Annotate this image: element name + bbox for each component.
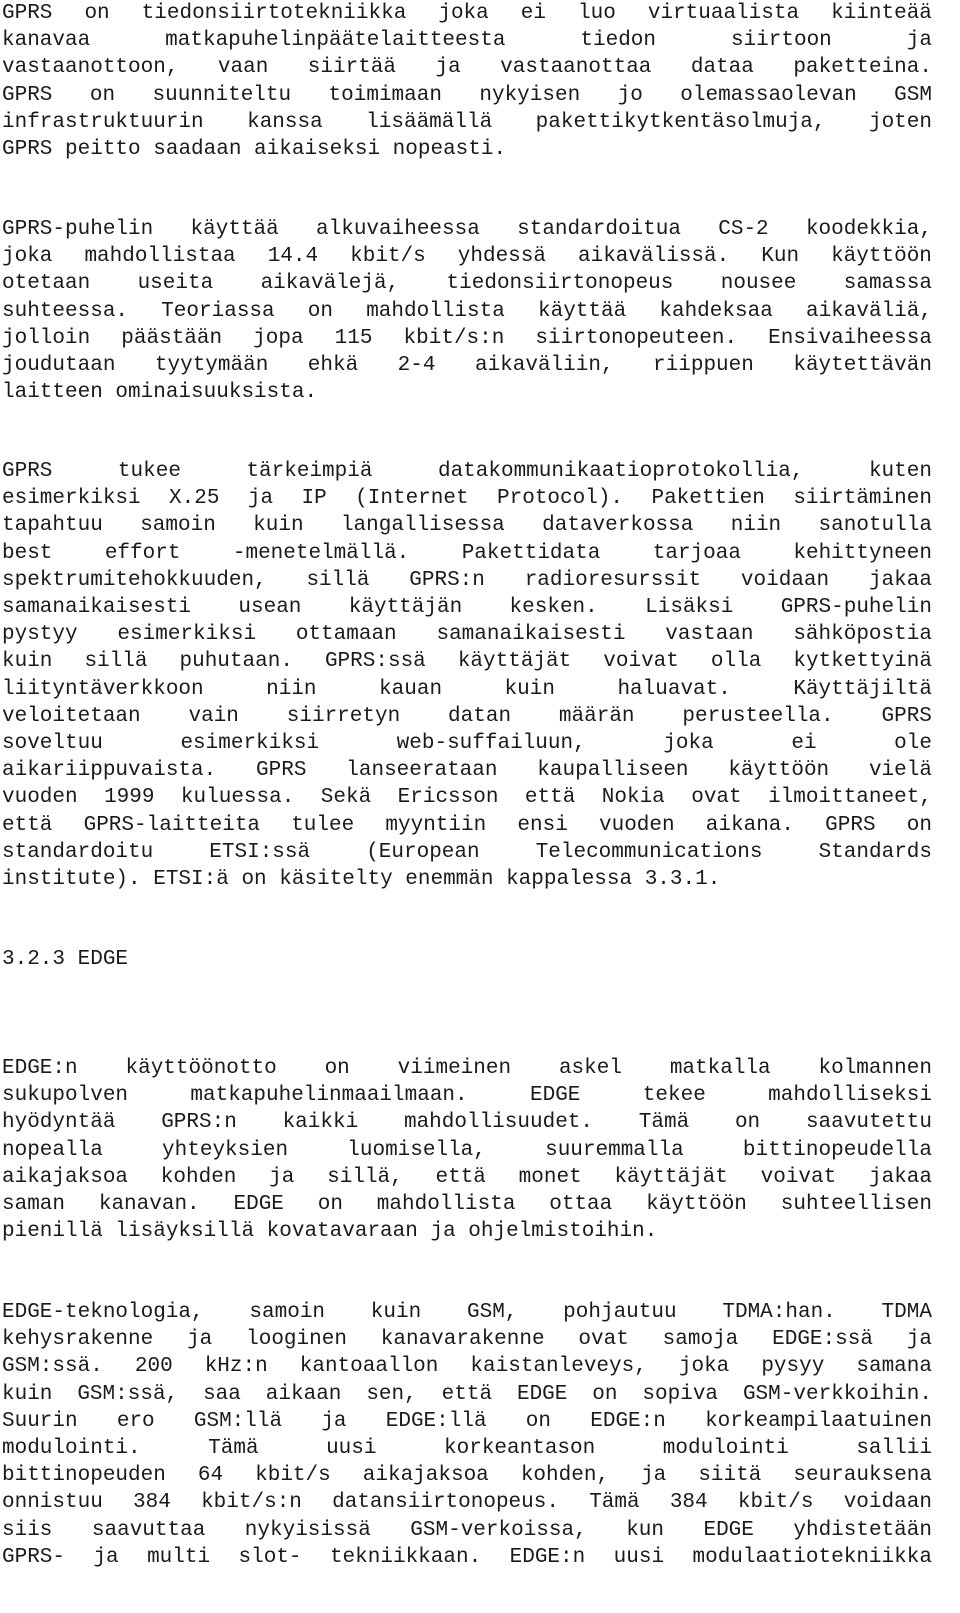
text-line: laitteen ominaisuuksista. — [2, 381, 318, 405]
text-line: onnistuu 384 kbit/s:n datansiirtonopeus. Tämä 384 kbit/s voidaan — [2, 1491, 932, 1515]
text-line: institute). ETSI:ä on käsitelty enemmän kappalessa 3.3.1. — [2, 868, 721, 891]
text-line: best effort -menetelmällä. Pakettidata tarjoaa kehittyneen — [2, 541, 932, 565]
text-line: Suurin ero GSM:llä ja EDGE:llä on EDGE:n korkeampilaatuinen — [2, 1409, 932, 1433]
text-line: modulointi. Tämä uusi korkeantason modulointi sallii — [2, 1437, 932, 1460]
text-line: joudutaan tyytymään ehkä 2-4 aikaväliin, riippuen käytettävän — [2, 354, 932, 377]
text-line: otetaan useita aikavälejä, tiedonsiirtonopeus nousee samassa — [2, 272, 932, 296]
text-line: sukupolven matkapuhelinmaailmaan. EDGE tekee mahdolliseksi — [2, 1084, 932, 1108]
text-line: bittinopeuden 64 kbit/s aikajaksoa kohden, ja siitä seurauksena — [2, 1464, 932, 1488]
text-line: pienillä lisäyksillä kovatavaraan ja ohjelmistoihin. — [2, 1220, 658, 1244]
text-line: GPRS tukee tärkeimpiä datakommunikaatioprotokollia, kuten — [2, 460, 932, 483]
text-line: jolloin päästään jopa 115 kbit/s:n siirtonopeuteen. Ensivaiheessa — [2, 326, 932, 350]
text-line: aikariippuvaista. GPRS lanseerataan kaupalliseen käyttöön vielä — [2, 759, 932, 783]
text-line: 3.2.3 EDGE — [2, 948, 129, 971]
text-line: GPRS- ja multi slot- tekniikkaan. EDGE:n uusi modulaatiotekniikka — [2, 1545, 932, 1569]
text-line: joka mahdollistaa 14.4 kbit/s yhdessä aikavälissä. Kun käyttöön — [2, 245, 932, 269]
text-line: infrastruktuurin kanssa lisäämällä pakettikytkentäsolmuja, joten — [2, 110, 932, 134]
text-line: liityntäverkkoon niin kauan kuin haluavat. Käyttäjiltä — [2, 677, 932, 701]
text-line: spektrumitehokkuuden, sillä GPRS:n radioresurssit voidaan jakaa — [2, 568, 932, 592]
text-line: pystyy esimerkiksi ottamaan samanaikaisesti vastaan sähköpostia — [2, 623, 932, 647]
text-line: GPRS on tiedonsiirtotekniikka joka ei luo virtuaalista kiinteää — [2, 2, 932, 25]
text-line: kuin sillä puhutaan. GPRS:ssä käyttäjät voivat olla kytkettyinä — [2, 650, 932, 674]
text-line: EDGE-teknologia, samoin kuin GSM, pohjautuu TDMA:han. TDMA — [2, 1301, 932, 1324]
text-line: kanavaa matkapuhelinpäätelaitteesta tiedon siirtoon ja — [2, 29, 932, 53]
text-line: siis saavuttaa nykyisissä GSM-verkoissa, kun EDGE yhdistetään — [2, 1518, 932, 1542]
text-line: GSM:ssä. 200 kHz:n kantoaallon kaistanleveys, joka pysyy samana — [2, 1355, 932, 1379]
text-line: vastaanottoon, vaan siirtää ja vastaanottaa dataa paketteina. — [2, 56, 932, 80]
text-line: veloitetaan vain siirretyn datan määrän perusteella. GPRS — [2, 704, 932, 728]
text-line: hyödyntää GPRS:n kaikki mahdollisuudet. Tämä on saavutettu — [2, 1111, 932, 1135]
text-line: esimerkiksi X.25 ja IP (Internet Protocol). Pakettien siirtäminen — [2, 487, 932, 511]
text-line: kuin GSM:ssä, saa aikaan sen, että EDGE on sopiva GSM-verkkoihin. — [2, 1382, 932, 1406]
text-line: GPRS peitto saadaan aikaiseksi nopeasti. — [2, 138, 507, 161]
text-line: EDGE:n käyttöönotto on viimeinen askel matkalla kolmannen — [2, 1057, 932, 1080]
text-line: suhteessa. Teoriassa on mahdollista käyttää kahdeksaa aikaväliä, — [2, 299, 932, 323]
text-line: GPRS on suunniteltu toimimaan nykyisen jo olemassaolevan GSM — [2, 83, 932, 107]
text-line: vuoden 1999 kuluessa. Sekä Ericsson että Nokia ovat ilmoittaneet, — [2, 786, 932, 810]
text-line: soveltuu esimerkiksi web-suffailuun, joka ei ole — [2, 732, 932, 755]
text-line: että GPRS-laitteita tulee myyntiin ensi vuoden aikana. GPRS on — [2, 813, 932, 837]
text-line: nopealla yhteyksien luomisella, suuremmalla bittinopeudella — [2, 1138, 932, 1162]
text-line: GPRS-puhelin käyttää alkuvaiheessa standardoitua CS-2 koodekkia, — [2, 218, 932, 241]
text-line: standardoitu ETSI:ssä (European Telecommunications Standards — [2, 840, 932, 864]
text-line: saman kanavan. EDGE on mahdollista ottaa käyttöön suhteellisen — [2, 1193, 932, 1216]
text-line: samanaikaisesti usean käyttäjän kesken. Lisäksi GPRS-puhelin — [2, 596, 932, 619]
text-line: kehysrakenne ja looginen kanavarakenne ovat samoja EDGE:ssä ja — [2, 1328, 932, 1352]
text-line: aikajaksoa kohden ja sillä, että monet käyttäjät voivat jakaa — [2, 1165, 932, 1189]
text-line: tapahtuu samoin kuin langallisessa dataverkossa niin sanotulla — [2, 514, 932, 538]
